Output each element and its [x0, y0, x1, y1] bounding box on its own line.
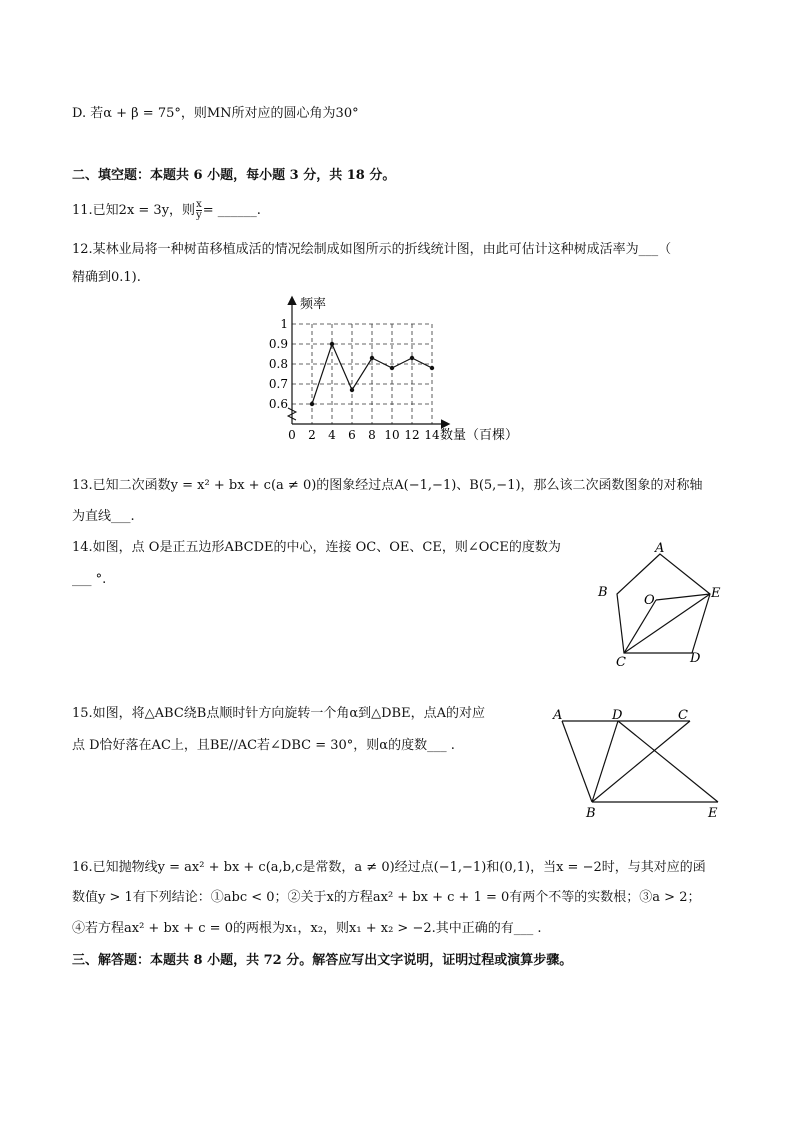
label-a: A	[655, 541, 665, 556]
y-tick-label: 0.6	[268, 397, 288, 411]
survival-rate-chart	[262, 292, 532, 442]
q11-text-b: = ______.	[202, 203, 261, 218]
pentagon-figure	[590, 538, 730, 673]
question-11	[72, 200, 261, 221]
y-tick-label: 0.8	[268, 357, 288, 371]
q11-denominator: y	[196, 210, 202, 221]
question-14-line2: ___ °.	[72, 572, 107, 587]
label-e: E	[708, 806, 718, 821]
data-point	[430, 366, 434, 370]
q11-fraction	[196, 200, 202, 221]
data-point	[350, 388, 354, 392]
label-c: C	[616, 655, 626, 670]
question-15-line1: 15.如图，将△ABC绕B点顺时针方向旋转一个角α到△DBE，点A的对应	[72, 706, 485, 721]
segment-ce	[624, 594, 710, 653]
question-13-line1: 13.已知二次函数y = x² + bx + c(a ≠ 0)的图象经过点A(−1,−1)、B(5,−1)，那么该二次函数图象的对称轴	[72, 478, 703, 493]
label-b: B	[598, 585, 608, 600]
y-tick-label: 1	[280, 317, 288, 331]
question-16-line2: 数值y > 1有下列结论：①abc < 0；②关于x的方程ax² + bx + c + 1 = 0有两个不等的实数根；③a > 2；	[72, 890, 701, 905]
option-d: D. 若α + β = 75°，则MN所对应的圆心角为30°	[72, 106, 359, 121]
x-axis-label: 数量（百棵）	[440, 428, 519, 442]
section-2-heading: 二、填空题：本题共 6 小题，每小题 3 分，共 18 分。	[72, 168, 396, 183]
rotation-figure	[550, 706, 730, 821]
x-tick-label: 8	[368, 428, 376, 442]
y-axis-label: 频率	[300, 297, 327, 312]
data-point	[390, 366, 394, 370]
segment-ab	[562, 721, 592, 802]
x-tick-label: 4	[328, 428, 336, 442]
data-point	[310, 402, 314, 406]
segment-de	[618, 721, 718, 802]
data-point	[410, 356, 414, 360]
q11-numerator: x	[196, 199, 202, 210]
label-c: C	[678, 708, 688, 723]
question-16-line3: ④若方程ax² + bx + c = 0的两根为x₁，x₂，则x₁ + x₂ > −2.其中正确的有___ .	[72, 921, 542, 936]
data-point	[370, 356, 374, 360]
data-point	[330, 342, 334, 346]
label-d: D	[690, 651, 701, 666]
label-d: D	[612, 708, 623, 723]
question-14-line1: 14.如图，点 O是正五边形ABCDE的中心，连接 OC、OE、CE，则∠OCE的度数为	[72, 540, 561, 555]
label-o: O	[644, 593, 655, 608]
axis-break	[288, 408, 296, 420]
question-13-line2: 为直线___.	[72, 509, 135, 524]
x-tick-label: 6	[348, 428, 356, 442]
label-a: A	[553, 708, 563, 723]
x-tick-label: 0	[288, 428, 296, 442]
segment-bc	[592, 721, 690, 802]
segment-bd	[592, 721, 618, 802]
question-12-line2: 精确到0.1).	[72, 270, 141, 285]
question-16-line1: 16.已知抛物线y = ax² + bx + c(a,b,c是常数，a ≠ 0)经过点(−1,−1)和(0,1)，当x = −2时，与其对应的函	[72, 860, 706, 875]
section-3-heading: 三、解答题：本题共 8 小题，共 72 分。解答应写出文字说明，证明过程或演算步骤。	[72, 953, 573, 968]
x-tick-label: 12	[404, 428, 420, 442]
question-15-line2: 点 D恰好落在AC上，且BE//AC若∠DBC = 30°，则α的度数___ .	[72, 738, 455, 753]
x-tick-label: 10	[384, 428, 400, 442]
q11-text-a: 11.已知2x = 3y，则	[72, 203, 196, 218]
question-12-line1: 12.某林业局将一种树苗移植成活的情况绘制成如图所示的折线统计图，由此可估计这种树成活率为___（	[72, 242, 672, 257]
label-e: E	[711, 586, 721, 601]
y-tick-label: 0.7	[268, 377, 288, 391]
label-b: B	[586, 806, 596, 821]
x-tick-label: 14	[424, 428, 440, 442]
x-tick-label: 2	[308, 428, 316, 442]
y-tick-label: 0.9	[268, 337, 288, 351]
